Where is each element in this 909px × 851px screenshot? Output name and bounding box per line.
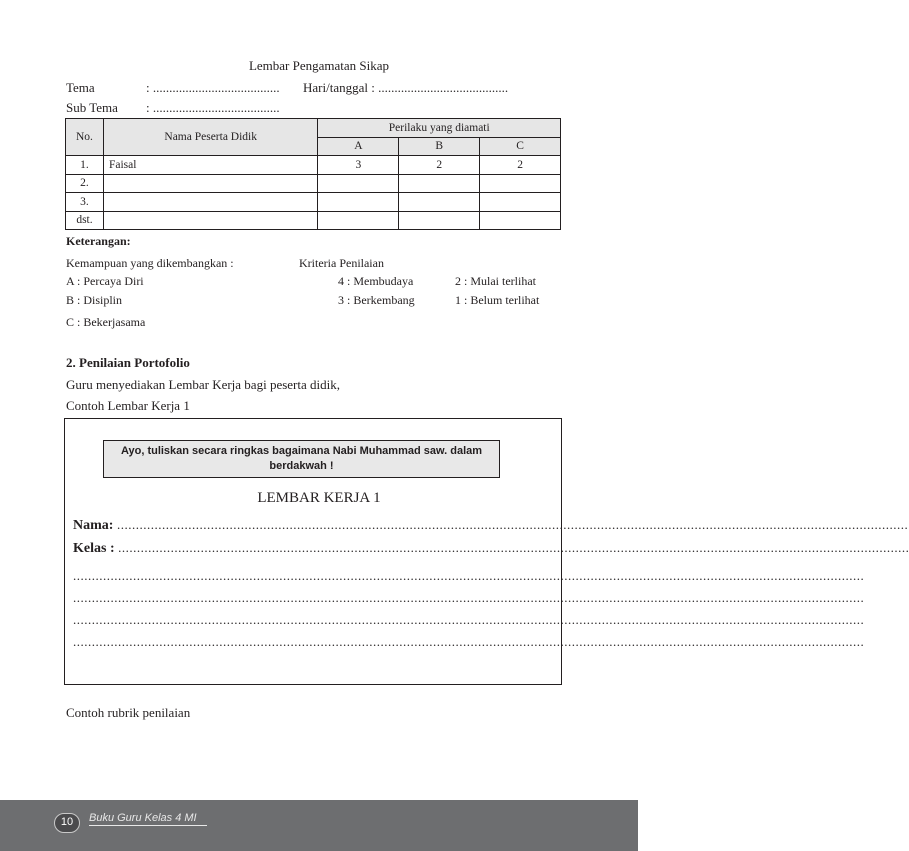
worksheet-title: LEMBAR KERJA 1 [257,490,381,506]
kriteria-label: Kriteria Penilaian [299,256,384,270]
nama-label: Nama: [73,518,117,533]
answer-line: ................................................................................................................................................................................................................... [73,612,865,627]
row-nama: Faisal [103,156,318,175]
kriteria-4: 4 : Membudaya [338,274,414,288]
row-b [399,211,480,230]
row-b: 2 [399,156,480,175]
nama-line [73,517,909,534]
instruction-callout [103,440,500,478]
col-nama-header: Nama Peserta Didik [103,119,318,156]
row-c: 2 [480,156,561,175]
callout-line-2: berdakwah ! [269,460,334,472]
col-b-header: B [399,137,480,156]
row-a [318,174,399,193]
answer-line: ................................................................................................................................................................................................................... [73,568,865,583]
paragraph-1: Guru menyediakan Lembar Kerja bagi peserta didik, [66,377,340,392]
row-c [480,174,561,193]
subtema-fill: : ....................................... [146,100,280,115]
nama-dots: ................................................................................................................................................................................................................... [116,517,909,532]
sheet-title: Lembar Pengamatan Sikap [248,58,390,73]
row-nama [103,174,318,193]
page-number: 10 [54,813,80,833]
item-a: A : Percaya Diri [66,274,144,288]
kriteria-3: 3 : Berkembang [338,293,415,307]
row-no: 2. [66,174,104,193]
callout-line-1: Ayo, tuliskan secara ringkas bagaimana Nabi Muhammad saw. dalam [120,445,483,457]
col-no-header: No. [66,119,104,156]
answer-line: ................................................................................................................................................................................................................... [73,590,865,605]
kelas-dots: ................................................................................................................................................................................................................... [118,540,909,555]
row-nama [103,193,318,212]
row-no: dst. [66,211,104,230]
table-row [66,193,561,212]
kriteria-2: 2 : Mulai terlihat [455,274,536,288]
col-c-header: C [480,137,561,156]
row-nama [103,211,318,230]
col-a-header: A [318,137,399,156]
footer-book-title: Buku Guru Kelas 4 MI [89,812,207,826]
row-no: 1. [66,156,104,175]
keterangan-heading: Keterangan: [66,234,131,248]
table-row [66,174,561,193]
hari-label: Hari/tanggal : ........................................ [303,80,509,95]
kelas-label: Kelas : [73,541,119,556]
section-heading: 2. Penilaian Portofolio [66,355,190,370]
row-a [318,211,399,230]
kriteria-1: 1 : Belum terlihat [455,293,540,307]
item-c: C : Bekerjasama [66,315,146,329]
kemampuan-label: Kemampuan yang dikembangkan : [66,256,234,270]
tema-fill: : ....................................... [146,80,280,95]
answer-line: ................................................................................................................................................................................................................... [73,634,865,649]
paragraph-2: Contoh Lembar Kerja 1 [66,398,190,413]
row-a: 3 [318,156,399,175]
subtema-label: Sub Tema [66,100,118,115]
row-b [399,193,480,212]
table-row [66,156,561,175]
row-no: 3. [66,193,104,212]
row-b [399,174,480,193]
row-a [318,193,399,212]
kelas-line [73,540,909,557]
rubrik-text: Contoh rubrik penilaian [66,705,191,720]
item-b: B : Disiplin [66,293,123,307]
row-c [480,193,561,212]
observation-table [65,118,561,230]
table-row [66,211,561,230]
col-perilaku-header: Perilaku yang diamati [318,119,561,138]
tema-label: Tema [66,80,95,95]
row-c [480,211,561,230]
